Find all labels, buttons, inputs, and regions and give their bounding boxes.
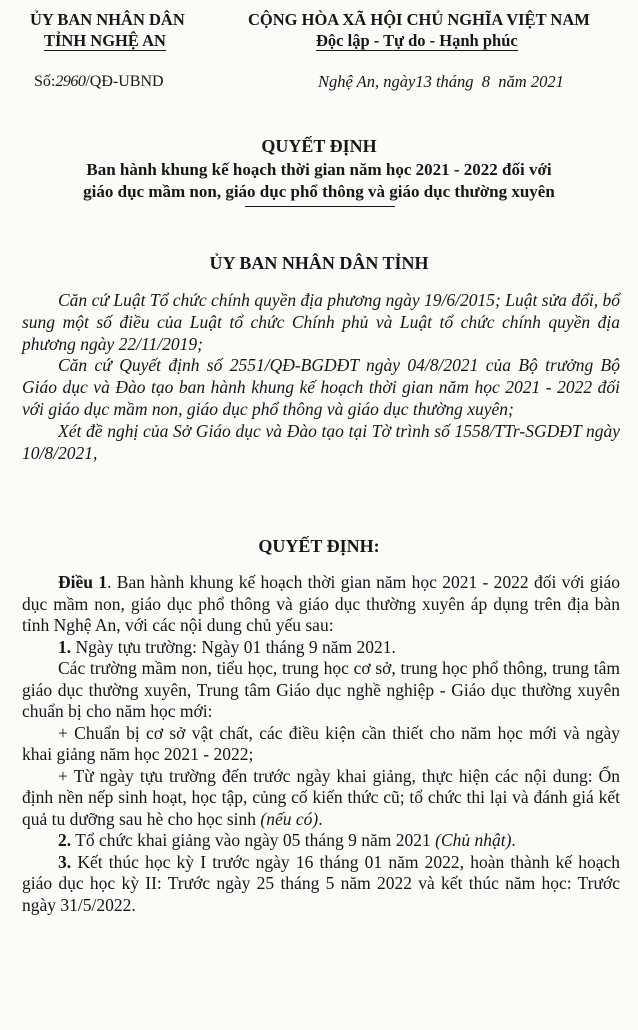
item2-number: 2.: [58, 830, 72, 850]
issuing-org-province: TỈNH NGHỆ AN: [44, 31, 166, 50]
item1: [22, 637, 620, 659]
item3-number: 3.: [58, 851, 72, 872]
article1-paragraph: [22, 572, 620, 637]
doc-number-prefix: Số:: [34, 73, 56, 90]
motto: [316, 31, 518, 51]
doc-date: [318, 72, 564, 92]
article1-label: Điều 1: [58, 572, 108, 592]
issuing-org-line2: [44, 31, 166, 51]
bullet2: [22, 766, 620, 831]
date-day-handwritten: 13: [415, 72, 432, 91]
doc-number: [34, 73, 164, 91]
authority-heading: ỦY BAN NHÂN DÂN TỈNH: [209, 253, 429, 273]
article1-text: . Ban hành khung kế hoạch thời gian năm học 2021 - 2022 đối với giáo dục mầm non, giáo dục phổ thông và giáo dục thường xuyên áp dụng trên địa bàn tỉnh Nghệ An, với các nội dung chủ yếu sau:: [22, 572, 621, 635]
item1-text: Ngày tựu trường: Ngày 01 tháng 9 năm 2021.: [71, 636, 396, 657]
motto-text: Độc lập - Tự do - Hạnh phúc: [316, 31, 518, 50]
bullet2-italic: (nếu có): [260, 808, 319, 829]
basis-paragraph: Căn cứ Luật Tổ chức chính quyền địa phương ngày 19/6/2015; Luật sửa đổi, bổ sung một số điều của Luật tổ chức Chính phủ và Luật tổ chức chính quyền địa phương ngày 22/11/2019;: [22, 290, 620, 354]
country-name: CỘNG HÒA XÃ HỘI CHỦ NGHĨA VIỆT NAM: [248, 10, 590, 29]
item2-text: Tổ chức khai giảng vào ngày 05 tháng 9 năm 2021: [71, 830, 436, 850]
item1-detail: Các trường mầm non, tiểu học, trung học cơ sở, trung học phổ thông, trung tâm giáo dục thường xuyên, Trung tâm Giáo dục nghề nghiệp - Giáo dục thường xuyên chuẩn bị cho năm học mới:: [22, 658, 620, 721]
date-prefix: Nghệ An, ngày: [318, 72, 416, 91]
bullet1: + Chuẩn bị cơ sở vật chất, các điều kiện cần thiết cho năm học mới và ngày khai giảng năm học 2021 - 2022;: [22, 722, 620, 764]
basis-paragraph: Xét đề nghị của Sở Giáo dục và Đào tạo tại Tờ trình số 1558/TTr-SGDĐT ngày 10/8/2021,: [22, 420, 620, 463]
date-rest: tháng 8 năm 2021: [435, 72, 564, 91]
item2-end: .: [511, 830, 516, 850]
decision-title: QUYẾT ĐỊNH: [261, 136, 377, 156]
legal-basis: [22, 290, 620, 464]
doc-number-handwritten: 2960: [55, 73, 86, 90]
article-body: [22, 572, 620, 916]
decision-subject-line2: giáo dục mầm non, giáo dục phổ thông và giáo dục thường xuyên: [83, 182, 555, 201]
doc-number-suffix: /QĐ-UBND: [85, 73, 164, 90]
item2-italic: (Chủ nhật): [435, 830, 512, 850]
issuing-org-line1: ỦY BAN NHÂN DÂN: [30, 10, 185, 29]
decision-heading: QUYẾT ĐỊNH:: [258, 536, 380, 556]
item1-number: 1.: [58, 636, 72, 657]
item2: [22, 830, 620, 852]
bullet2-end: .: [318, 808, 323, 829]
subject-underline: [245, 206, 395, 207]
bullet2-text: + Từ ngày tựu trường đến trước ngày khai giảng, thực hiện các nội dung: Ổn định nền nếp sinh hoạt, học tập, củng cố kiến thức cũ; tổ chức thi lại và đánh giá kết quả tu dưỡng sau hè cho học sinh: [22, 765, 620, 829]
item3: [22, 852, 620, 917]
item3-text: Kết thúc học kỳ I trước ngày 16 tháng 01 năm 2022, hoàn thành kế hoạch giáo dục học kỳ II: Trước ngày 25 tháng 5 năm 2022 và kết thúc năm học: Trước ngày 31/5/2022.: [22, 851, 620, 915]
basis-paragraph: Căn cứ Quyết định số 2551/QĐ-BGDĐT ngày 04/8/2021 của Bộ trưởng Bộ Giáo dục và Đào tạo ban hành khung kế hoạch thời gian năm học 2021 - 2022 đối với giáo dục mầm non, giáo dục phổ thông và giáo dục thường xuyên;: [22, 355, 620, 419]
decision-subject-line1: Ban hành khung kế hoạch thời gian năm học 2021 - 2022 đối với: [86, 160, 552, 179]
